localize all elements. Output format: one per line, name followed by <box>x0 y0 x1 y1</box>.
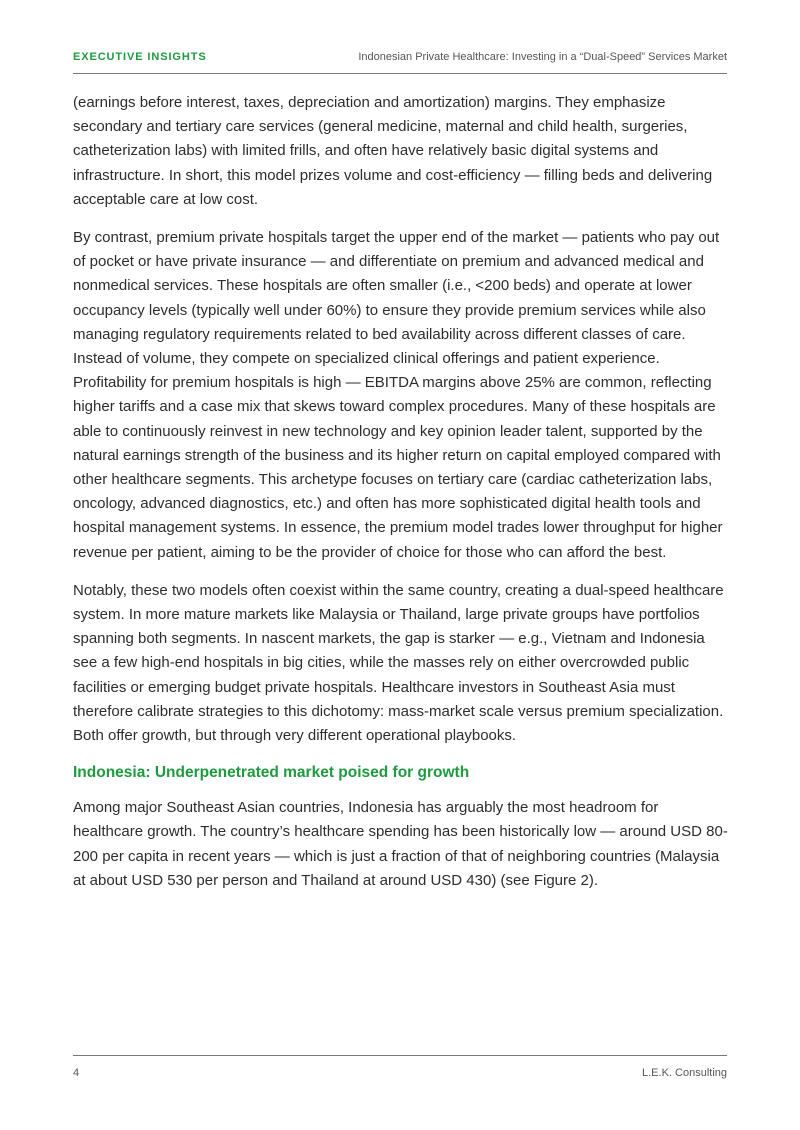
page-number: 4 <box>73 1067 80 1079</box>
main-content <box>73 91 729 907</box>
section-heading: Indonesia: Underpenetrated market poised for growth <box>73 764 470 782</box>
body-paragraph: Among major Southeast Asian countries, Indonesia has arguably the most headroom for healthcare growth. The country’s healthcare spending has been historically low — around USD 80-200 per capita in recent years — which is just a fraction of that of neighboring countries (Malaysia at about USD 530 per person and Thailand at around USD 430) (see Figure 2). <box>73 799 728 889</box>
page-footer <box>73 1067 727 1079</box>
document-title: Indonesian Private Healthcare: Investing in a “Dual-Speed” Services Market <box>358 51 727 63</box>
publisher-name: L.E.K. Consulting <box>642 1067 727 1079</box>
header-divider <box>73 73 727 74</box>
body-paragraph: Notably, these two models often coexist within the same country, creating a dual-speed healthcare system. In more mature markets like Malaysia or Thailand, large private groups have portfolios spanning both segments. In nascent markets, the gap is starker — e.g., Vietnam and Indonesia see a few high-end hospitals in big cities, while the masses rely on either overcrowded public facilities or emerging budget private hospitals. Healthcare investors in Southeast Asia must therefore calibrate strategies to this dichotomy: mass-market scale versus premium specialization. Both offer growth, but through very different operational playbooks. <box>73 581 724 745</box>
section-label: EXECUTIVE INSIGHTS <box>73 51 207 63</box>
body-paragraph: By contrast, premium private hospitals target the upper end of the market — patients who pay out of pocket or have private insurance — and differentiate on premium and advanced medical and nonmedical services. These hospitals are often smaller (i.e., <200 beds) and operate at lower occupancy levels (typically well under 60%) to ensure they provide premium services while also managing regulatory requirements related to bed availability across different classes of care. Instead of volume, they compete on specialized clinical offerings and patient experience. Profitability for premium hospitals is high — EBITDA margins above 25% are common, reflecting higher tariffs and a case mix that skews toward complex procedures. Many of these hospitals are able to continuously reinvest in new technology and key opinion leader talent, supported by the natural earnings strength of the business and its higher return on capital employed compared with other healthcare segments. This archetype focuses on tertiary care (cardiac catheterization labs, oncology, advanced diagnostics, etc.) and often has more sophisticated digital health tools and hospital management systems. In essence, the premium model trades lower throughput for higher revenue per patient, aiming to be the provider of choice for those who can afford the best. <box>73 229 723 561</box>
page-header <box>73 48 727 66</box>
footer-divider <box>73 1055 727 1056</box>
body-paragraph: (earnings before interest, taxes, depreciation and amortization) margins. They emphasize secondary and tertiary care services (general medicine, maternal and child health, surgeries, catheterization labs) with limited frills, and often have relatively basic digital systems and infrastructure. In short, this model prizes volume and cost-efficiency — filling beds and delivering acceptable care at low cost. <box>73 94 713 208</box>
